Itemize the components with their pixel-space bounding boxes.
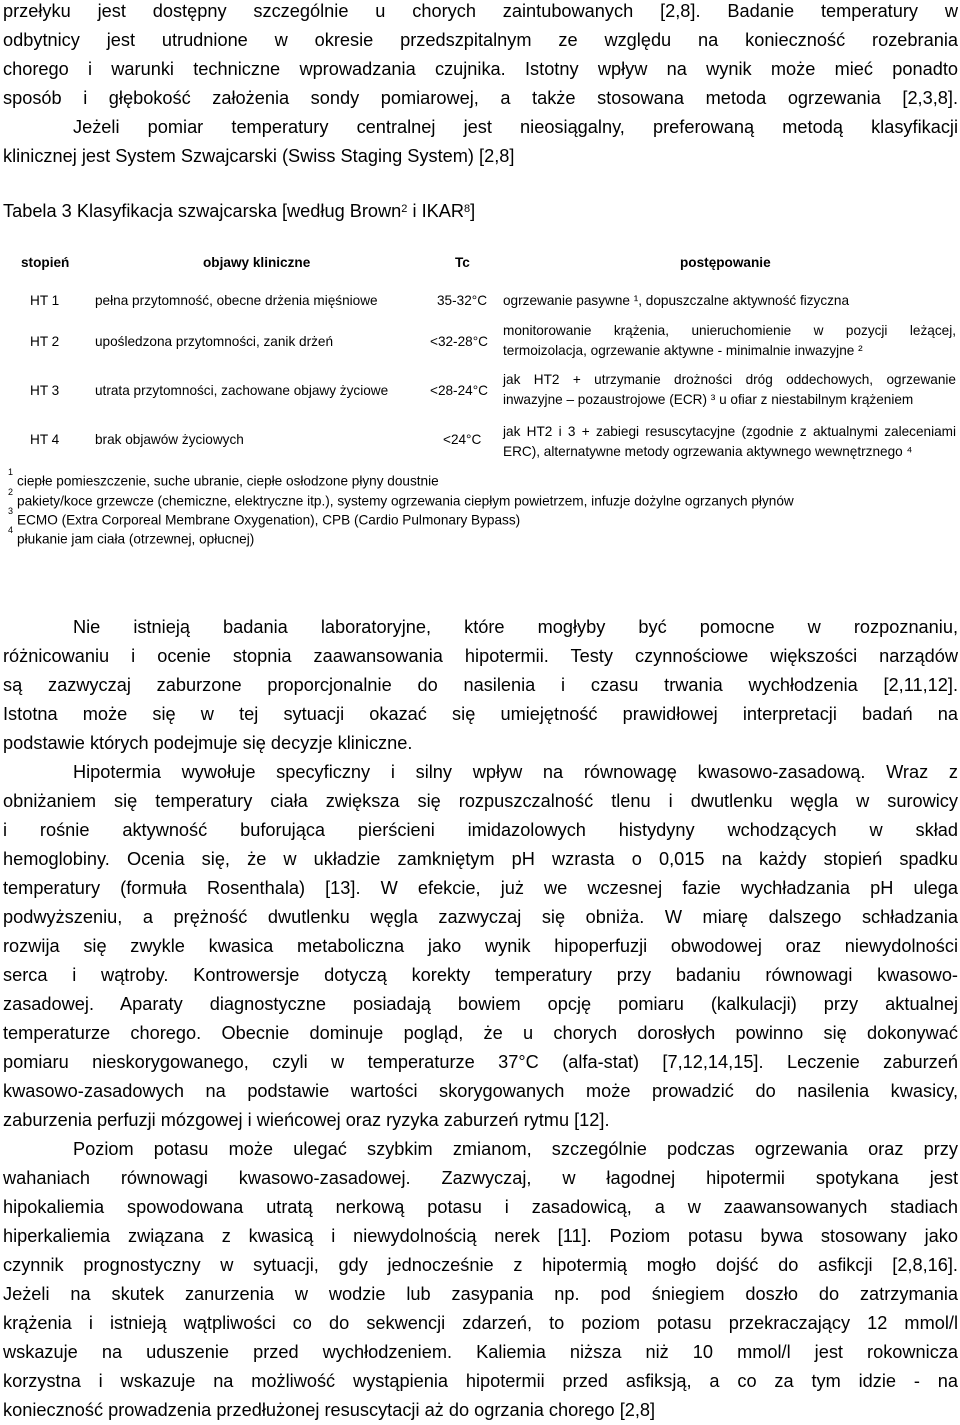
text-line: hipokaliemia spowodowana utratą nerkową potasu i zasadowicą, a w zaawansowanych stadiach <box>3 1197 958 1217</box>
text-line: korzystna i wskazuje na możliwość wystąpienia hipotermii przed asfiksją, a co za tym idzie - na <box>3 1371 958 1391</box>
text-line: temperaturze chorego. Obecnie dominuje pogląd, że u chorych dorosłych powinno się dokonywać <box>3 1023 958 1043</box>
swiss-system-paragraph <box>3 113 958 171</box>
tc-cell: 35-32°C <box>437 293 488 308</box>
stage-cell: HT 4 <box>30 432 60 447</box>
footnote: $^4$płukanie jam ciała (otrzewnej, opłucnej) <box>8 525 255 547</box>
tc-cell: <24°C <box>443 432 482 447</box>
potassium-paragraph <box>3 1135 958 1425</box>
text-line: Istotna może się w tej sytuacji okazać się umiejętność prawidłowej interpretacji badań na <box>3 704 958 724</box>
action-line: jak HT2 i 3 + zabiegi resuscytacyjne (zgodnie z aktualnymi zaleceniami <box>503 424 956 439</box>
text-line: przełyku jest dostępny szczególnie u chorych zaintubowanych [2,8]. Badanie temperatury w <box>3 1 958 21</box>
footnote: $^2$pakiety/koce grzewcze (chemiczne, elektryczne itp.), systemy ogrzewania ciepłym powietrzem, infuzje dożylne ogrzanych płynów <box>8 487 794 509</box>
action-line: monitorowanie krążenia, unieruchomienie w pozycji leżącej, <box>503 323 956 338</box>
text-line: są zazwyczaj zaburzone proporcjonalnie do nasilenia i czasu trwania wychłodzenia [2,11,12]. <box>3 675 958 695</box>
text-line: hemoglobiny. Ocenia się, że w układzie zamkniętym pH wzrasta o 0,015 na każdy stopień spadku <box>3 849 958 869</box>
text-line: Nie istnieją badania laboratoryjne, które mogłyby być pomocne w rozpoznaniu, <box>73 617 958 637</box>
stage-cell: HT 1 <box>30 293 60 308</box>
header-action: postępowanie <box>680 255 771 270</box>
text-line: wskazuje na uduszenie przed wychłodzeniem. Kaliemia niższa niż 10 mmol/l jest rokownicza <box>3 1342 958 1362</box>
text-line: Jeżeli pomiar temperatury centralnej jest nieosiągalny, preferowaną metodą klasyfikacji <box>73 117 958 137</box>
action-line: termoizolacja, ogrzewanie aktywne - minimalnie inwazyjne ² <box>503 343 863 358</box>
table-caption: Tabela 3 Klasyfikacja szwajcarska [według Brown$^2$ i IKAR$^8$] <box>3 201 476 221</box>
text-line: krążenia i istnieją wątpliwości co do sekwencji zdarzeń, to poziom potasu przekraczający 12 mmol/l <box>3 1313 958 1333</box>
stage-cell: HT 3 <box>30 383 60 398</box>
signs-cell: upośledzona przytomności, zanik drżeń <box>95 334 334 349</box>
text-line: klinicznej jest System Szwajcarski (Swiss Staging System) [2,8] <box>3 146 515 166</box>
text-line: Hipotermia wywołuje specyficzny i silny wpływ na równowagę kwasowo-zasadową. Wraz z <box>73 762 958 782</box>
footnote: $^3$ECMO (Extra Corporeal Membrane Oxygenation), CPB (Cardio Pulmonary Bypass) <box>8 506 521 528</box>
action-line: ERC), alternatywne metody ogrzewania aktywnego wewnętrznego ⁴ <box>503 444 913 459</box>
text-line: Poziom potasu może ulegać szybkim zmianom, szczególnie podczas ogrzewania oraz przy <box>73 1139 958 1159</box>
text-line: zasadowej. Aparaty diagnostyczne posiadają bowiem opcję pomiaru (kalkulacji) przy aktualnej <box>3 994 958 1014</box>
text-line: odbytnicy jest utrudnione w okresie przedszpitalnym ze względu na konieczność rozebrania <box>3 30 958 50</box>
action-cell <box>503 422 956 462</box>
text-line: rozwija się zwykle kwasica metaboliczna jako wynik hipoperfuzji obwodowej oraz niewydolności <box>3 936 958 956</box>
text-line: chorego i warunki techniczne wprowadzania czujnika. Istotny wpływ na wynik może mieć ponadto <box>3 59 958 79</box>
text-line: sposób i głębokość założenia sondy pomiarowej, a także stosowana metoda ogrzewania [2,3,8]. <box>3 88 958 108</box>
laboratory-paragraph <box>3 613 958 758</box>
action-cell <box>503 370 956 410</box>
text-line: różnicowaniu i ocenie stopnia zaawansowania hipotermii. Testy czynnościowe większości narządów <box>3 646 958 666</box>
text-line: podstawie których podejmuje się decyzje kliniczne. <box>3 733 413 753</box>
tc-cell: <28-24°C <box>430 383 488 398</box>
text-line: temperatury (formuła Rosenthala) [13]. W efekcie, już we wczesnej fazie wychładzania pH ulega <box>3 878 958 898</box>
text-line: wahaniach równowagi kwasowo-zasadowej. Zazwyczaj, w łagodnej hipotermii spotykana jest <box>3 1168 958 1188</box>
header-signs: objawy kliniczne <box>203 255 311 270</box>
stage-cell: HT 2 <box>30 334 60 349</box>
action-line: ogrzewanie pasywne ¹, dopuszczalne aktywność fizyczna <box>503 293 850 308</box>
action-line: inwazyjne – pozaustrojowe (ECR) ³ u ofiar z niestabilnym krążeniem <box>503 392 914 407</box>
signs-cell: utrata przytomności, zachowane objawy życiowe <box>95 383 389 398</box>
signs-cell: pełna przytomność, obecne drżenia mięśniowe <box>95 293 378 308</box>
text-line: hiperkaliemia związana z kwasicą i niewydolnością nerek [11]. Poziom potasu bywa stosowany jako <box>3 1226 958 1246</box>
text-line: konieczność prowadzenia przedłużonej resuscytacji aż do ogrzania chorego [2,8] <box>3 1400 656 1420</box>
signs-cell: brak objawów życiowych <box>95 432 244 447</box>
text-line: obniżaniem się temperatury ciała zwiększa się rozpuszczalność tlenu i dwutlenku węgla w surowicy <box>3 791 958 811</box>
action-cell <box>503 291 956 311</box>
footnote: $^1$ciepłe pomieszczenie, suche ubranie, ciepłe osłodzone płyny doustnie <box>8 467 439 489</box>
text-line: podwyższeniu, a prężność dwutlenku węgla zazwyczaj się obniża. W miarę dalszego schładzania <box>3 907 958 927</box>
action-line: jak HT2 + utrzymanie drożności dróg oddechowych, ogrzewanie <box>503 372 956 387</box>
text-line: pomiaru nieskorygowanego, czyli w temperaturze 37°C (alfa-stat) [7,12,14,15]. Leczenie zaburzeń <box>3 1052 958 1072</box>
text-line: zaburzenia perfuzji mózgowej i wieńcowej oraz ryzyka zaburzeń rytmu [12]. <box>3 1110 610 1130</box>
text-line: i rośnie aktywność buforująca pierścieni imidazolowych histydyny wchodzących w skład <box>3 820 958 840</box>
text-line: czynnik prognostyczny w sytuacji, gdy jednocześnie z hipotermią mogło dojść do asfikcji [2,8,16]. <box>3 1255 958 1275</box>
header-tc: Tc <box>455 255 470 270</box>
tc-cell: <32-28°C <box>430 334 488 349</box>
text-line: kwasowo-zasadowych na podstawie wartości skorygowanych może prowadzić do nasilenia kwasicy, <box>3 1081 958 1101</box>
text-line: Jeżeli na skutek zanurzenia w wodzie lub zasypania np. pod śniegiem doszło do zatrzymania <box>3 1284 958 1304</box>
text-line: serca i wątroby. Kontrowersje dotyczą korekty temperatury przy badaniu równowagi kwasowo- <box>3 965 958 985</box>
acid-base-paragraph <box>3 758 958 1135</box>
intro-paragraph <box>3 0 958 113</box>
header-stage: stopień <box>21 255 70 270</box>
action-cell <box>503 321 956 361</box>
